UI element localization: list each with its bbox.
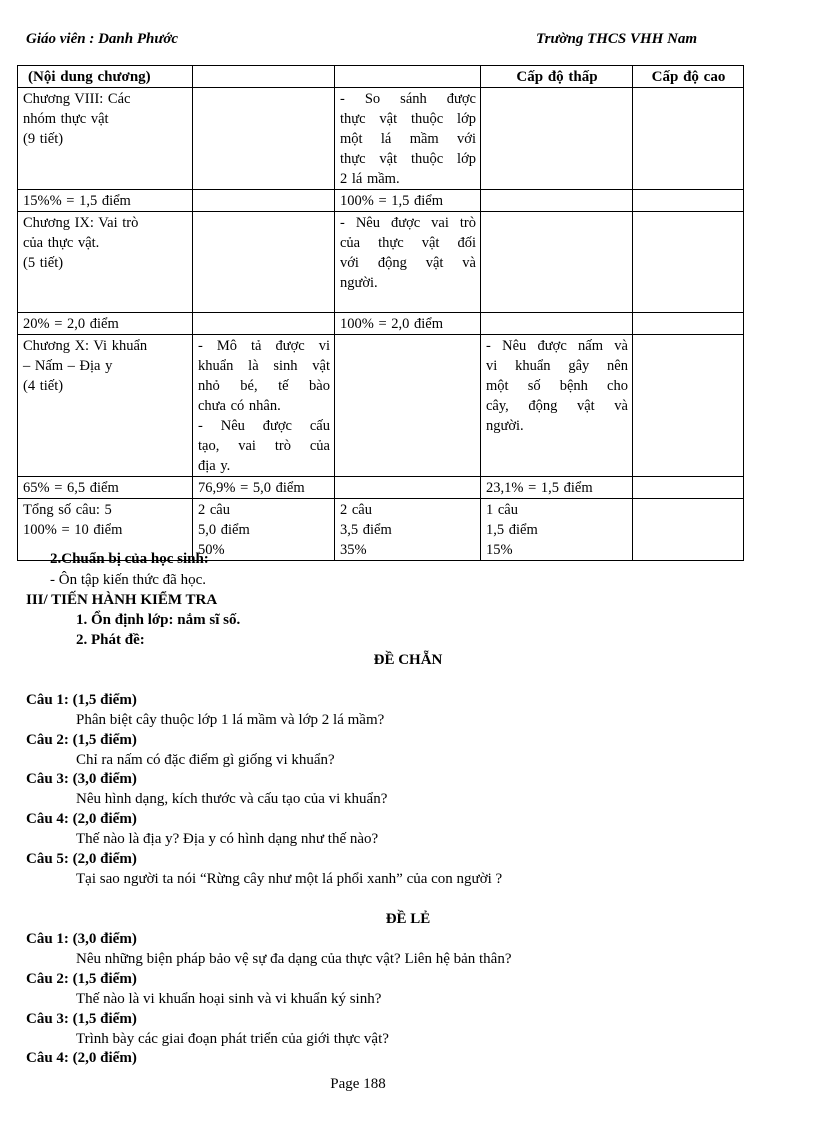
comprehension-cell [335,212,481,313]
low-level-cell [481,335,633,477]
chapter-topic-cell [18,88,193,190]
knowledge-cell [193,212,335,313]
score-cell [633,313,744,335]
cell-line: thực vật thuộc lớp [340,111,476,127]
score-cell: 100% = 1,5 điểm [335,190,481,212]
cell-line: 2 lá mầm. [340,171,400,187]
totals-line: 1,5 điểm [486,522,538,538]
score-cell [481,190,633,212]
score-cell: 15%% = 1,5 điểm [18,190,193,212]
header-cell-3 [335,66,481,88]
score-cell [193,190,335,212]
score-cell [481,313,633,335]
totals-line: 2 câu [198,502,230,518]
score-row [18,190,744,212]
exam-odd-title: ĐỀ LẺ [385,911,431,927]
score-cell [193,313,335,335]
question-label: Câu 1: (3,0 điểm) [26,931,137,947]
chapter-topic-cell [18,335,193,477]
question-label: Câu 4: (2,0 điểm) [26,1050,137,1066]
score-cell [633,190,744,212]
cell-line: thực vật thuộc lớp [340,151,476,167]
step-2: 2. Phát đề: [76,632,145,648]
question-text: Chỉ ra nấm có đặc điểm gì giống vi khuẩn? [76,752,335,768]
totals-cell [335,499,481,561]
topic-line: (4 tiết) [23,378,64,394]
topic-line: Chương VIII: Các [23,91,131,107]
section-heading: III/ TIẾN HÀNH KIỂM TRA [26,592,218,608]
comprehension-cell [335,335,481,477]
cell-line: - Mô tả được vi [198,338,330,354]
high-level-cell [633,335,744,477]
topic-line: của thực vật. [23,235,100,251]
question-label: Câu 4: (2,0 điểm) [26,811,137,827]
cell-line: của thực vật đối [340,235,476,251]
cell-line: cây, động vật và [486,398,628,414]
chapter-row [18,88,744,190]
question-text: Nêu hình dạng, kích thước và cấu tạo của vi khuẩn? [76,791,388,807]
totals-line: 35% [340,542,367,558]
topic-line: Chương X: Vi khuẩn [23,338,148,354]
cell-line: vi khuẩn gây nên [486,358,628,374]
question-label: Câu 5: (2,0 điểm) [26,851,137,867]
question-text: Nêu những biện pháp bảo vệ sự đa dạng của thực vật? Liên hệ bản thân? [76,951,512,967]
score-cell: 76,9% = 5,0 điểm [193,477,335,499]
question-label: Câu 3: (1,5 điểm) [26,1011,137,1027]
question-label: Câu 3: (3,0 điểm) [26,771,137,787]
topic-line: Chương IX: Vai trò [23,215,139,231]
totals-cell [633,499,744,561]
cell-line: một số bệnh cho [486,378,628,394]
score-cell: 65% = 6,5 điểm [18,477,193,499]
topic-line: nhóm thực vật [23,111,109,127]
exam-matrix-table [17,65,744,561]
cell-line: người. [486,418,524,434]
totals-line: 5,0 điểm [198,522,250,538]
header-cell-2 [193,66,335,88]
cell-line: một lá mầm với [340,131,476,147]
cell-line: khuẩn là sinh vật [198,358,330,374]
score-cell: 23,1% = 1,5 điểm [481,477,633,499]
totals-cell [193,499,335,561]
cell-line: chưa có nhân. [198,398,281,414]
question-text: Thế nào là vi khuẩn hoại sinh và vi khuẩn ký sinh? [76,991,382,1007]
question-label: Câu 2: (1,5 điểm) [26,732,137,748]
totals-line: Tổng số câu: 5 [23,502,112,518]
chapter-topic-cell [18,212,193,313]
question-label: Câu 1: (1,5 điểm) [26,692,137,708]
cell-line: người. [340,275,378,291]
low-level-cell [481,88,633,190]
cell-line: địa y. [198,458,231,474]
score-row [18,477,744,499]
cell-line: - Nêu được vai trò [340,215,476,231]
header-cell-low-level: Cấp độ thấp [481,66,633,88]
cell-line: với động vật và [340,255,476,271]
teacher-name: Giáo viên : Danh Phước [26,31,179,47]
chapter-row [18,212,744,313]
topic-line: (9 tiết) [23,131,64,147]
cell-line: - So sánh được [340,91,476,107]
totals-cell [481,499,633,561]
cell-line: tạo, vai trò của [198,438,330,454]
high-level-cell [633,212,744,313]
score-cell [633,477,744,499]
topic-line: (5 tiết) [23,255,64,271]
low-level-cell [481,212,633,313]
totals-line: 1 câu [486,502,518,518]
topic-line: – Nấm – Địa y [23,358,113,374]
question-text: Thế nào là địa y? Địa y có hình dạng như thế nào? [76,831,379,847]
score-cell: 100% = 2,0 điểm [335,313,481,335]
header-cell-content: (Nội dung chương) [18,66,193,88]
cell-line: - Nêu được cấu [198,418,330,434]
prep-heading: 2.Chuẩn bị của học sinh: [50,551,209,567]
totals-line: 3,5 điểm [340,522,392,538]
cell-line: - Nêu được nấm và [486,338,628,354]
score-cell: 20% = 2,0 điểm [18,313,193,335]
cell-line: nhỏ bé, tế bào [198,378,330,394]
step-1: 1. Ổn định lớp: nắm sĩ số. [76,612,241,628]
prep-item: - Ôn tập kiến thức đã học. [50,572,206,588]
table-header-row [18,66,744,88]
totals-line: 100% = 10 điểm [23,522,123,538]
knowledge-cell [193,335,335,477]
score-row [18,313,744,335]
question-text: Tại sao người ta nói “Rừng cây như một lá phổi xanh” của con người ? [76,871,503,887]
comprehension-cell [335,88,481,190]
exam-even-title: ĐỀ CHẴN [373,652,443,668]
totals-line: 15% [486,542,513,558]
question-text: Phân biệt cây thuộc lớp 1 lá mầm và lớp 2 lá mầm? [76,712,385,728]
knowledge-cell [193,88,335,190]
score-cell [335,477,481,499]
school-name: Trường THCS VHH Nam [536,31,698,47]
totals-line: 2 câu [340,502,372,518]
high-level-cell [633,88,744,190]
chapter-row [18,335,744,477]
totals-line: 50% [198,542,225,558]
question-label: Câu 2: (1,5 điểm) [26,971,137,987]
question-text: Trình bày các giai đoạn phát triển của giới thực vật? [76,1031,389,1047]
header-cell-high-level: Cấp độ cao [633,66,744,88]
page-number: Page 188 [330,1076,386,1092]
